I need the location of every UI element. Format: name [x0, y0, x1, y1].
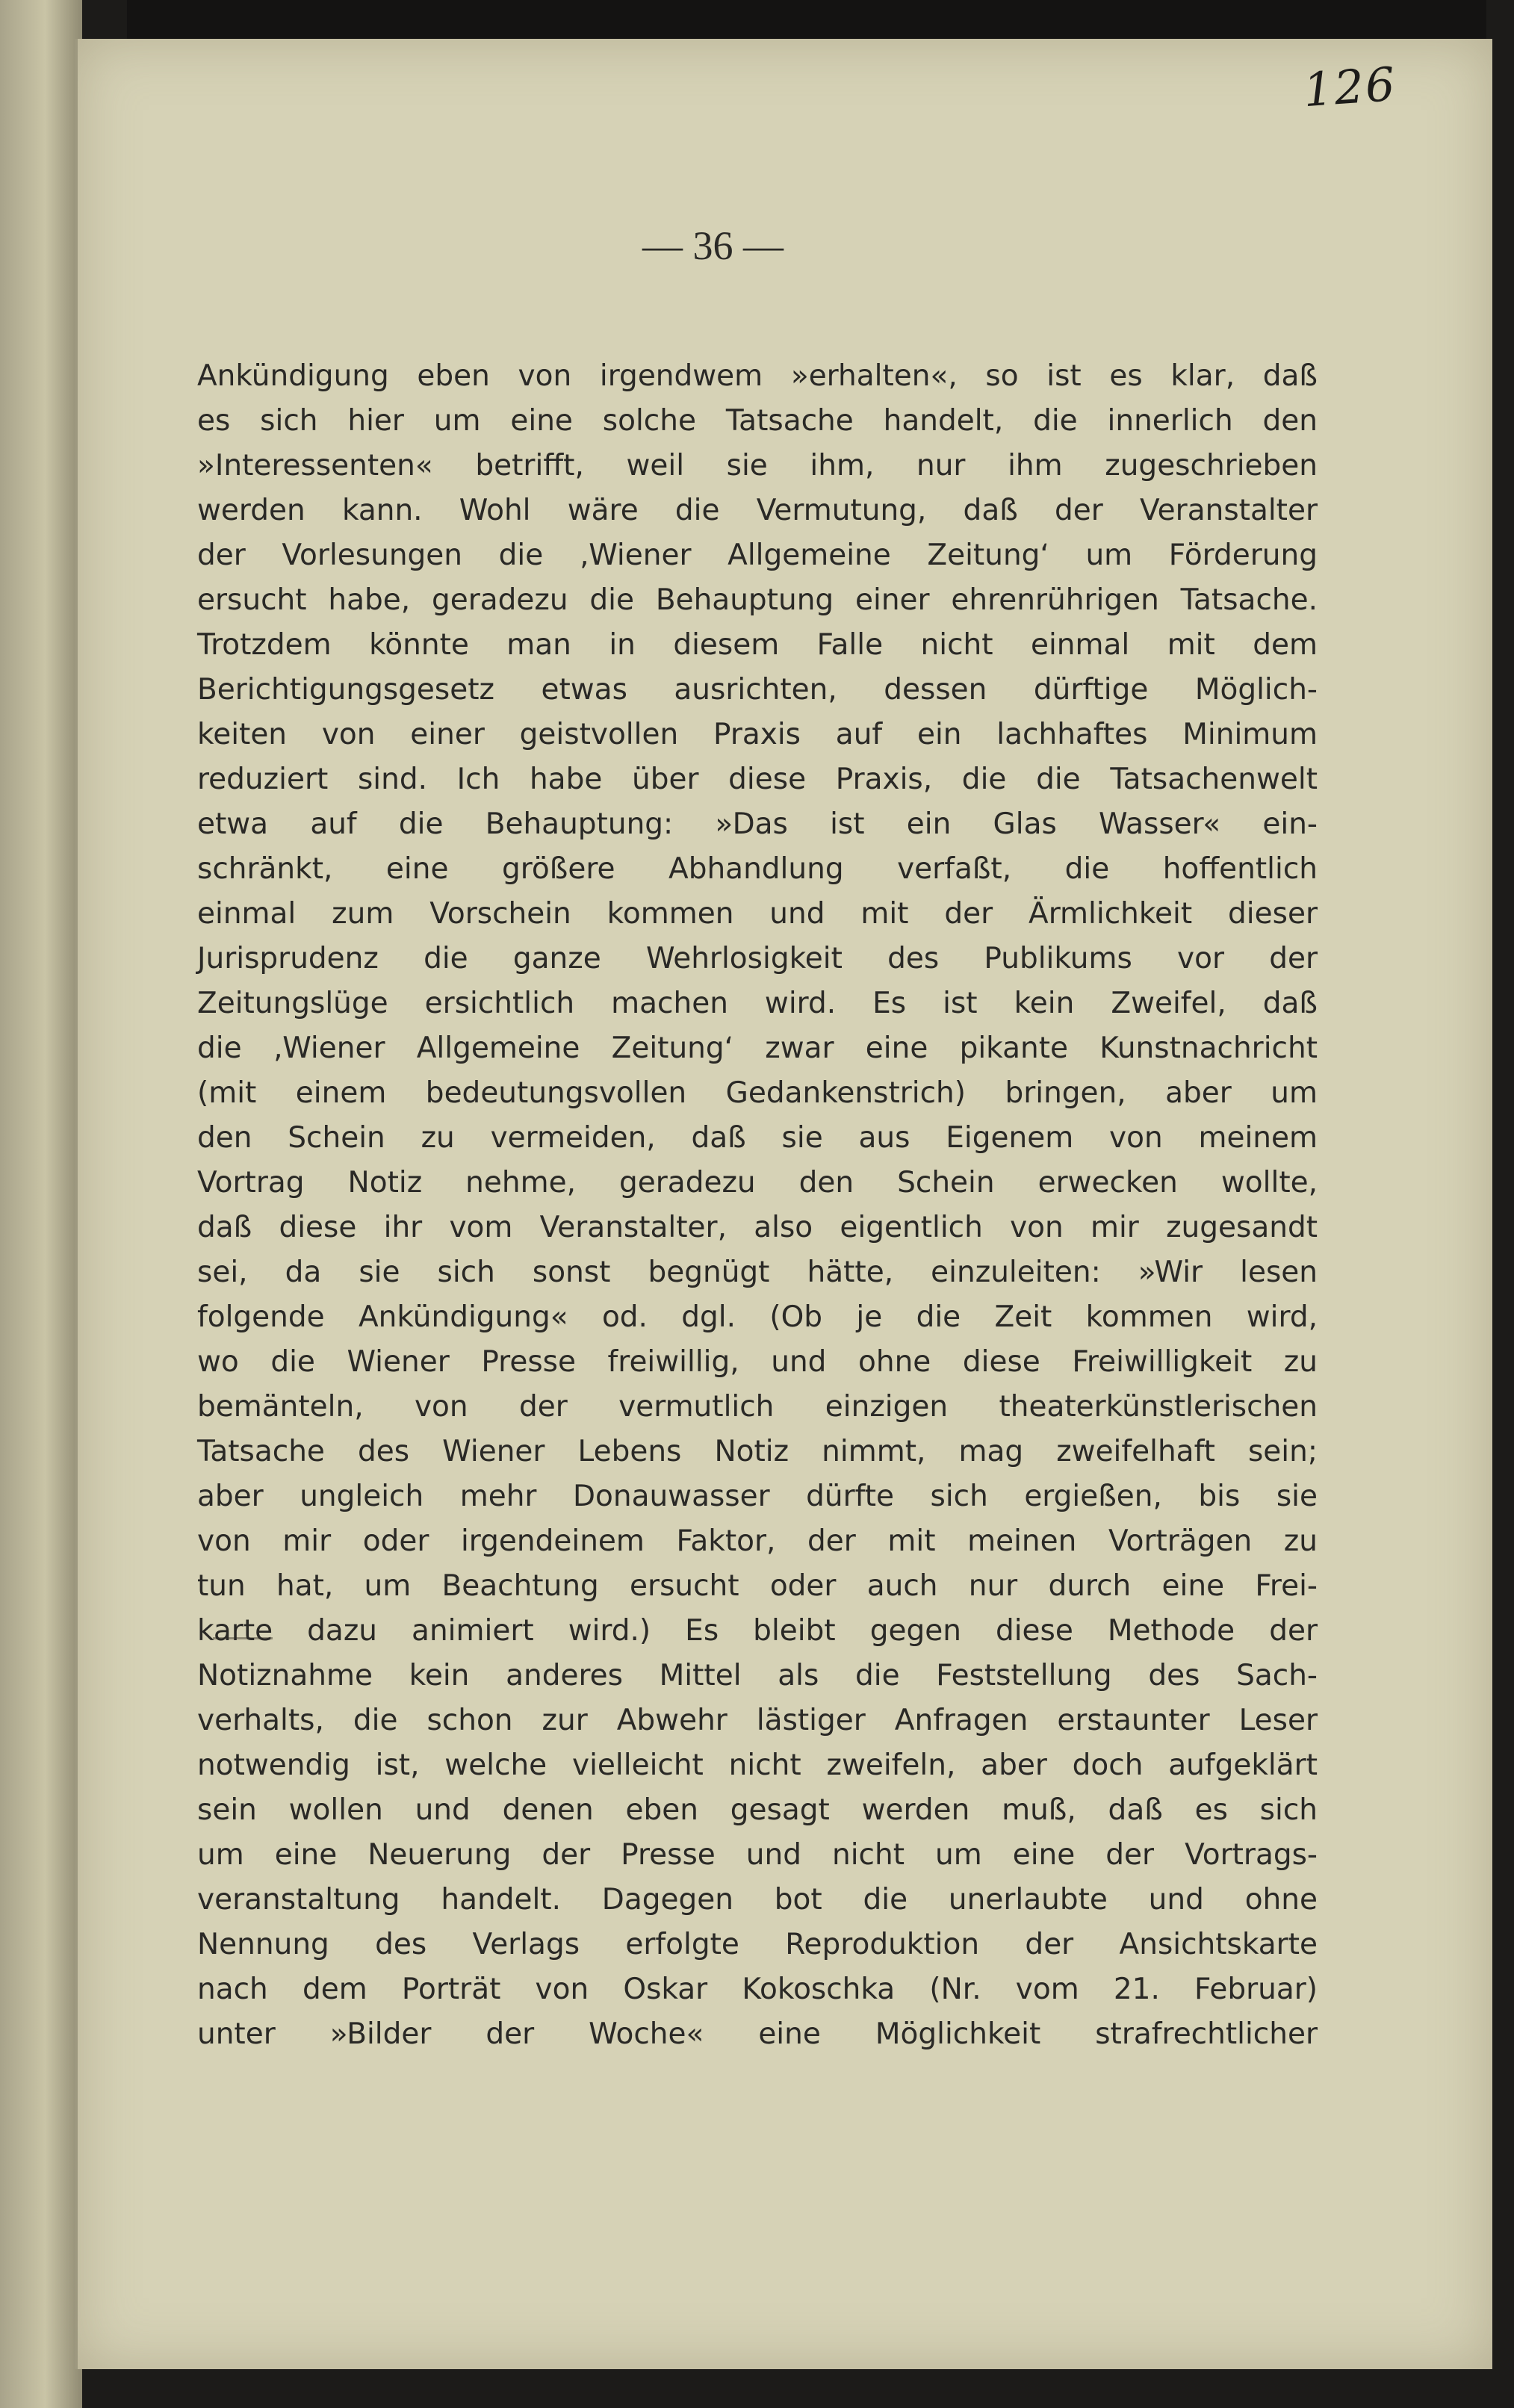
text-line: sei, da sie sich sonst begnügt hätte, einzuleiten: »Wir lesen [197, 1256, 1318, 1289]
text-line: notwendig ist, welche vielleicht nicht zweifeln, aber doch aufgeklärt [197, 1748, 1318, 1782]
text-line: unter »Bilder der Woche« eine Möglichkeit strafrechtlicher [197, 2017, 1318, 2051]
text-line: aber ungleich mehr Donauwasser dürfte sich ergießen, bis sie [197, 1480, 1318, 1513]
text-line: etwa auf die Behauptung: »Das ist ein Glas Wasser« ein- [197, 807, 1318, 841]
text-line: nach dem Porträt von Oskar Kokoschka (Nr. vom 21. Februar) [197, 1973, 1318, 2006]
text-line: es sich hier um eine solche Tatsache handelt, die innerlich den [197, 404, 1318, 438]
text-line: ersucht habe, geradezu die Behauptung einer ehrenrührigen Tatsache. [197, 583, 1318, 617]
left-page-edge [0, 0, 82, 2408]
text-line: Jurisprudenz die ganze Wehrlosigkeit des Publikums vor der [197, 942, 1318, 975]
page-number: — 36 — [642, 223, 784, 268]
text-line: karte dazu animiert wird.) Es bleibt gegen diese Methode der [197, 1614, 1318, 1648]
text-line: Tatsache des Wiener Lebens Notiz nimmt, mag zweifelhaft sein; [197, 1435, 1318, 1468]
text-line: folgende Ankündigung« od. dgl. (Ob je die Zeit kommen wird, [197, 1300, 1318, 1334]
body-text [197, 354, 1318, 2057]
text-line: einmal zum Vorschein kommen und mit der Ärmlichkeit dieser [197, 897, 1318, 931]
text-line: keiten von einer geistvollen Praxis auf ein lachhaftes Minimum [197, 718, 1318, 751]
text-line: den Schein zu vermeiden, daß sie aus Eigenem von meinem [197, 1121, 1318, 1155]
text-line: schränkt, eine größere Abhandlung verfaßt, die hoffentlich [197, 852, 1318, 886]
text-line: tun hat, um Beachtung ersucht oder auch nur durch eine Frei- [197, 1569, 1318, 1603]
scan-background-top [127, 0, 1486, 42]
text-line: sein wollen und denen eben gesagt werden muß, daß es sich [197, 1793, 1318, 1827]
text-line: (mit einem bedeutungsvollen Gedankenstrich) bringen, aber um [197, 1076, 1318, 1110]
text-line: Berichtigungsgesetz etwas ausrichten, dessen dürftige Möglich- [197, 673, 1318, 707]
text-line: werden kann. Wohl wäre die Vermutung, daß der Veranstalter [197, 494, 1318, 527]
text-line: veranstaltung handelt. Dagegen bot die unerlaubte und ohne [197, 1883, 1318, 1917]
text-line: von mir oder irgendeinem Faktor, der mit meinen Vorträgen zu [197, 1524, 1318, 1558]
text-line: Ankündigung eben von irgendwem »erhalten«, so ist es klar, daß [197, 359, 1318, 393]
text-line: um eine Neuerung der Presse und nicht um eine der Vortrags- [197, 1838, 1318, 1872]
text-line: die ‚Wiener Allgemeine Zeitung‘ zwar eine pikante Kunstnachricht [197, 1031, 1318, 1065]
handwritten-folio-number: 126 [1301, 56, 1398, 118]
text-line: Notiznahme kein anderes Mittel als die Feststellung des Sach- [197, 1659, 1318, 1692]
text-line: Vortrag Notiz nehme, geradezu den Schein erwecken wollte, [197, 1166, 1318, 1200]
text-line: Trotzdem könnte man in diesem Falle nicht einmal mit dem [197, 628, 1318, 662]
text-line: wo die Wiener Presse freiwillig, und ohne diese Freiwilligkeit zu [197, 1345, 1318, 1379]
text-line: der Vorlesungen die ‚Wiener Allgemeine Zeitung‘ um Förderung [197, 539, 1318, 572]
text-line: Nennung des Verlags erfolgte Reproduktion der Ansichtskarte [197, 1928, 1318, 1961]
text-line: »Interessenten« betrifft, weil sie ihm, nur ihm zugeschrieben [197, 449, 1318, 482]
text-line: bemänteln, von der vermutlich einzigen theaterkünstlerischen [197, 1390, 1318, 1424]
text-line: daß diese ihr vom Veranstalter, also eigentlich von mir zugesandt [197, 1211, 1318, 1244]
text-line: reduziert sind. Ich habe über diese Praxis, die die Tatsachenwelt [197, 763, 1318, 796]
text-line: Zeitungslüge ersichtlich machen wird. Es ist kein Zweifel, daß [197, 987, 1318, 1020]
text-line: verhalts, die schon zur Abwehr lästiger Anfragen erstaunter Leser [197, 1704, 1318, 1737]
